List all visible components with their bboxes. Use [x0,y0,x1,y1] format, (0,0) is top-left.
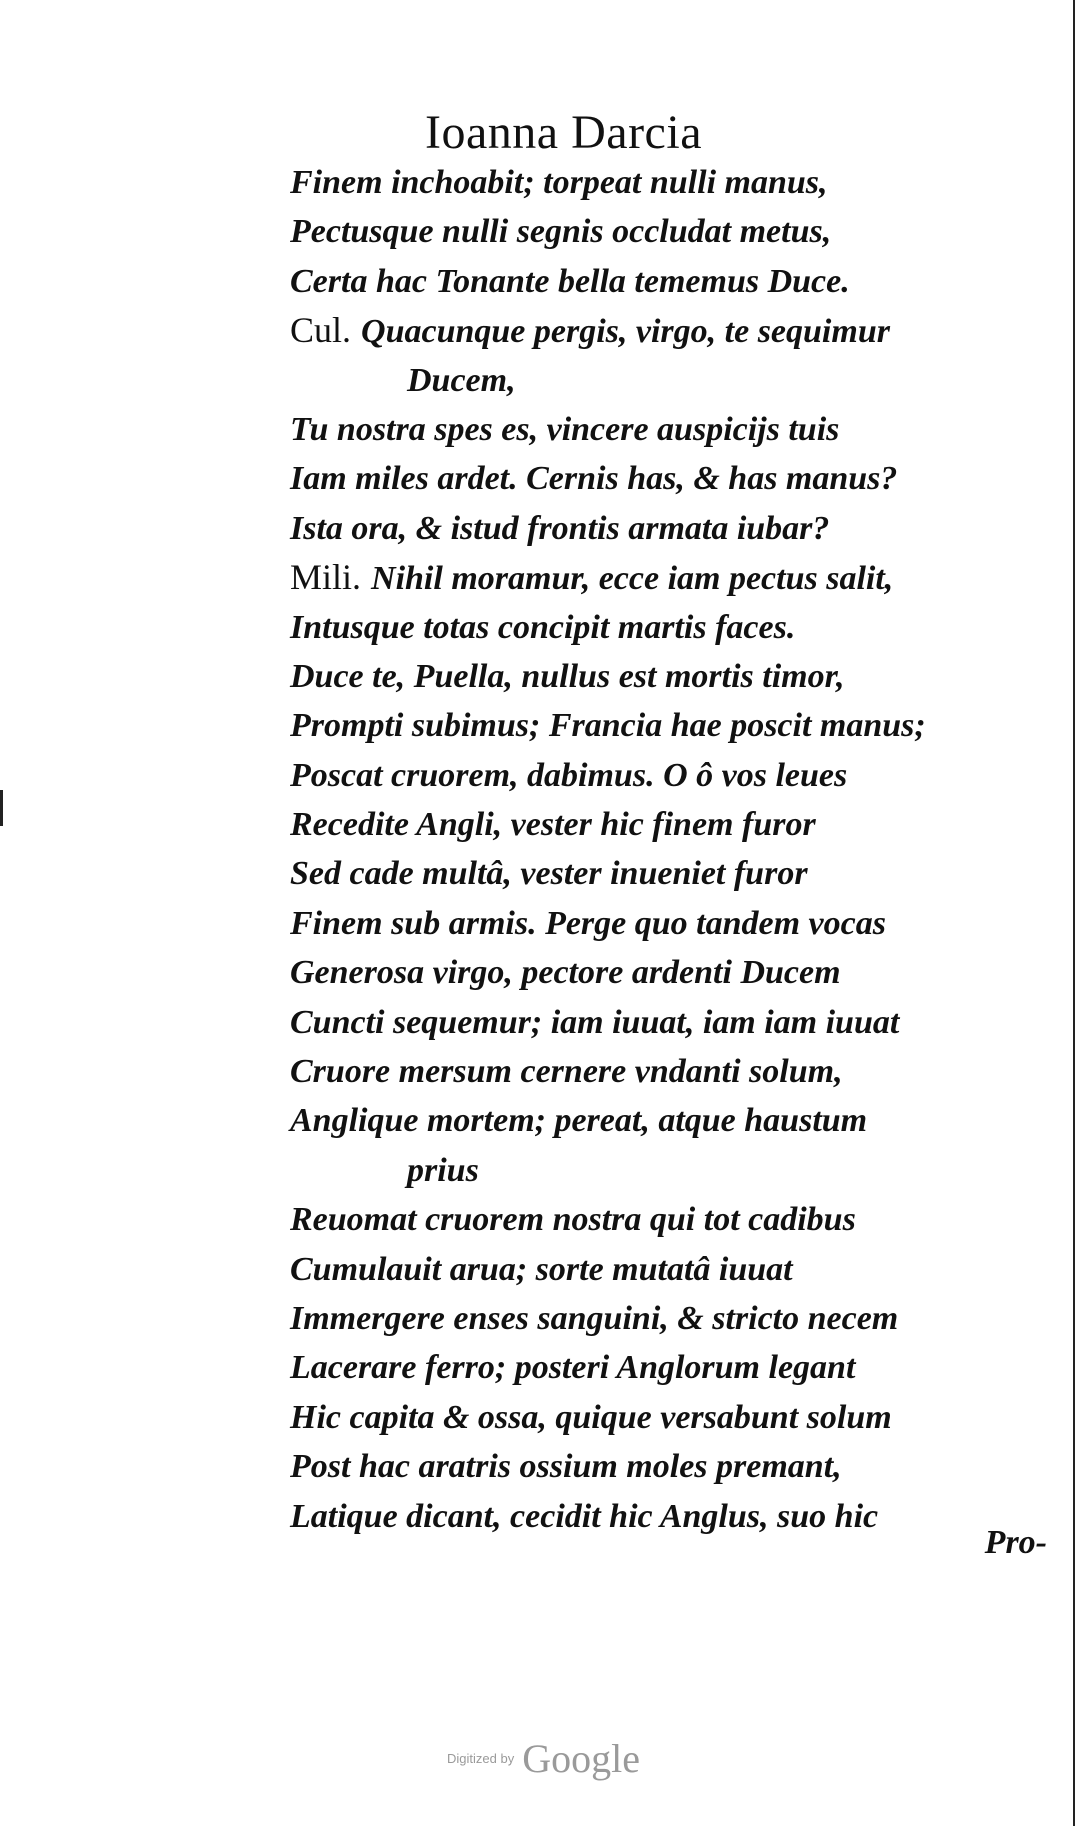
verse-line [290,1195,1050,1244]
verse-line [290,1294,1050,1343]
verse-line [290,1343,1050,1392]
verse-text: Prompti subimus; Francia hae poscit manus; [290,707,926,745]
verse-line [290,800,1050,849]
running-header [0,105,1087,160]
verse-text: Tu nostra spes es, vincere auspicijs tuis [290,410,840,448]
verse-text: Iam miles ardet. Cernis has, & has manus? [290,460,898,498]
verse-text: Latique dicant, cecidit hic Anglus, suo hic [290,1497,879,1535]
verse-line [290,454,1050,503]
verse-text: Cumulauit arua; sorte mutatâ iuuat [290,1250,793,1288]
verse-line [290,1245,1050,1294]
verse-line [290,257,1050,306]
speaker-name: Mili. [290,557,362,598]
speaker-name: Cul. [290,310,352,351]
page-edge-line [1073,0,1075,1826]
verse-text: Cuncti sequemur; iam iuuat, iam iam iuuat [290,1003,900,1041]
verse-text: Lacerare ferro; posteri Anglorum legant [290,1349,856,1387]
verse-line [290,701,1050,750]
verse-continuation [290,1146,1050,1195]
verse-text: Post hac aratris ossium moles premant, [290,1448,842,1486]
verse-continuation [290,356,1050,405]
digitized-watermark [0,1735,1087,1782]
verse-text: Cruore mersum cernere vndanti solum, [290,1053,843,1091]
verse-line [290,1393,1050,1442]
verse-text: Anglique mortem; pereat, atque haustum [290,1102,868,1140]
verse-text: Ducem, [407,361,516,399]
verse-text: Recedite Angli, vester hic finem furor [290,806,816,844]
running-header-title: Ioanna Darcia [425,106,702,159]
verse-text: Reuomat cruorem nostra qui tot cadibus [290,1201,856,1239]
verse-line [290,603,1050,652]
catchword: Pro- [984,1524,1047,1561]
verse-text: Generosa virgo, pectore ardenti Ducem [290,954,841,992]
verse-line [290,849,1050,898]
verse-line [290,998,1050,1047]
verse-text: prius [407,1151,479,1189]
verse-line [290,652,1050,701]
verse-line [290,504,1050,553]
verse-line [290,1492,1050,1541]
verse-line [290,405,1050,454]
verse-line [290,899,1050,948]
verse-line [290,1096,1050,1145]
verse-lines [290,158,1050,1541]
verse-text: Finem inchoabit; torpeat nulli manus, [290,164,828,201]
verse-text: Certa hac Tonante bella tememus Duce. [290,262,850,300]
verse-text: Quacunque pergis, virgo, te sequimur [361,313,890,351]
verse-line [290,1442,1050,1491]
verse-line [290,1047,1050,1096]
verse-line [290,948,1050,997]
verse-text: Finem sub armis. Perge quo tandem vocas [290,904,886,942]
speaker-line [290,306,1050,355]
verse-line [290,207,1050,256]
watermark-prefix: Digitized by [447,1751,515,1766]
verse-text: Intusque totas concipit martis faces. [290,608,796,646]
verse-text: Sed cade multâ, vester inueniet furor [290,855,808,893]
page-edge-mark [0,790,3,826]
verse-line [290,751,1050,800]
speaker-line [290,553,1050,602]
verse-text: Nihil moramur, ecce iam pectus salit, [371,560,894,598]
verse-text: Pectusque nulli segnis occludat metus, [290,213,832,251]
verse-line [290,158,1050,207]
verse-text: Immergere enses sanguini, & stricto necem [290,1299,899,1337]
verse-text: Hic capita & ossa, quique versabunt solum [290,1398,892,1436]
verse-text: Ista ora, & istud frontis armata iubar? [290,509,830,547]
watermark-brand: Google [522,1736,640,1781]
verse-text: Poscat cruorem, dabimus. O ô vos leues [290,756,848,794]
verse-text: Duce te, Puella, nullus est mortis timor, [290,657,845,695]
